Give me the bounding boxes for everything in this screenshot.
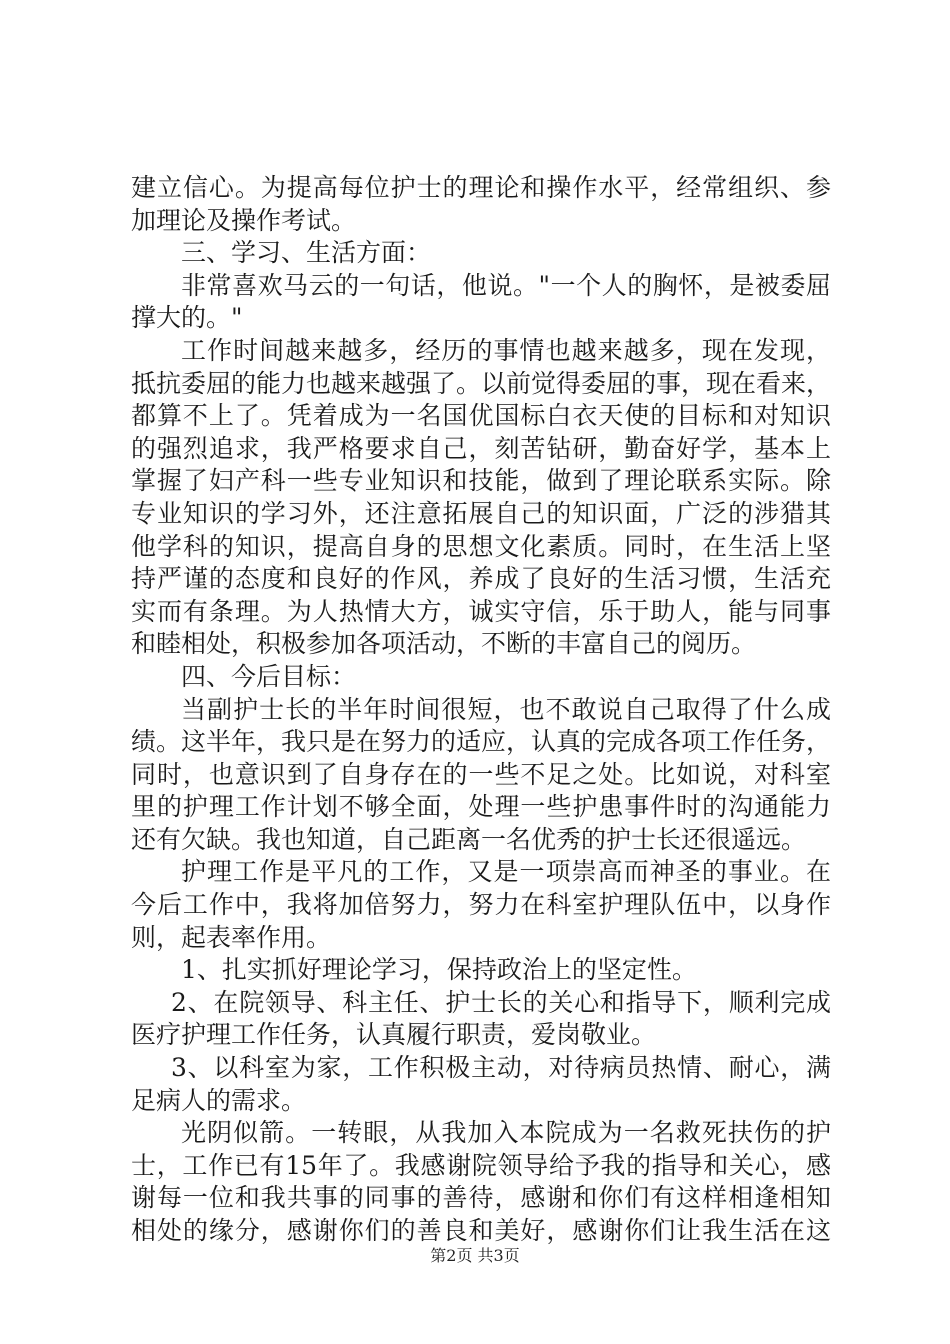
text-line: 持严谨的态度和良好的作风，养成了良好的生活习惯，生活充 (131, 564, 831, 594)
text-line: 撑大的。" (131, 303, 243, 333)
text-line: 1、扎实抓好理论学习，保持政治上的坚定性。 (181, 955, 697, 985)
text-line: 绩。这半年，我只是在努力的适应，认真的完成各项工作任务， (131, 727, 832, 757)
text-line: 还有欠缺。我也知道，自己距离一名优秀的护士长还很遥远。 (131, 824, 807, 854)
text-line: 非常喜欢马云的一句话，他说。"一个人的胸怀，是被委屈 (181, 270, 831, 300)
text-line: 专业知识的学习外，还注意拓展自己的知识面，广泛的涉猎其 (131, 498, 831, 528)
text-line: 掌握了妇产科一些专业知识和技能，做到了理论联系实际。除 (131, 466, 831, 496)
text-line: 三、学习、生活方面： (181, 238, 432, 268)
text-line: 抵抗委屈的能力也越来越强了。以前觉得委屈的事，现在看来， (131, 368, 832, 398)
text-line: 足病人的需求。 (131, 1085, 307, 1115)
text-line: 建立信心。为提高每位护士的理论和操作水平，经常组织、参 (131, 173, 831, 202)
text-line: 他学科的知识，提高自身的思想文化素质。同时，在生活上坚 (131, 531, 831, 561)
text-line: 的强烈追求，我严格要求自己，刻苦钻研，勤奋好学，基本上 (131, 433, 831, 463)
text-line: 今后工作中，我将加倍努力，努力在科室护理队伍中，以身作 (131, 890, 831, 920)
text-line: 医疗护理工作任务，认真履行职责，爱岗敬业。 (131, 1020, 657, 1050)
text-line: 护理工作是平凡的工作，又是一项崇高而神圣的事业。在 (181, 857, 831, 887)
text-line: 里的护理工作计划不够全面，处理一些护患事件时的沟通能力 (131, 792, 831, 822)
text-line: 四、今后目标： (181, 661, 357, 691)
text-line: 光阴似箭。一转眼，从我加入本院成为一名救死扶伤的护 (181, 1118, 831, 1148)
text-line: 和睦相处，积极参加各项活动，不断的丰富自己的阅历。 (131, 629, 757, 659)
text-line: 加理论及操作考试。 (131, 205, 357, 235)
page-footer: 第2页 共3页 (430, 1246, 520, 1265)
text-line: 工作时间越来越多，经历的事情也越来越多，现在发现， (181, 335, 831, 365)
text-line: 同时，也意识到了自身存在的一些不足之处。比如说，对科室 (131, 759, 831, 789)
text-line: 当副护士长的半年时间很短，也不敢说自己取得了什么成 (181, 694, 831, 724)
text-line: 都算不上了。凭着成为一名国优国标白衣天使的目标和对知识 (131, 401, 831, 431)
text-line: 谢每一位和我共事的同事的善待，感谢和你们有这样相逢相知 (131, 1183, 831, 1213)
text-line: 3、以科室为家，工作积极主动，对待病员热情、耐心，满 (171, 1053, 831, 1083)
text-line: 士，工作已有15年了。我感谢院领导给予我的指导和关心，感 (131, 1150, 831, 1180)
text-line: 则，起表率作用。 (131, 922, 332, 952)
text-line: 实而有条理。为人热情大方，诚实守信，乐于助人，能与同事 (131, 596, 831, 626)
text-line: 相处的缘分，感谢你们的善良和美好，感谢你们让我生活在这 (131, 1216, 831, 1245)
document-body (131, 172, 831, 1248)
text-line: 2、在院领导、科主任、护士长的关心和指导下，顺利完成 (171, 987, 831, 1017)
